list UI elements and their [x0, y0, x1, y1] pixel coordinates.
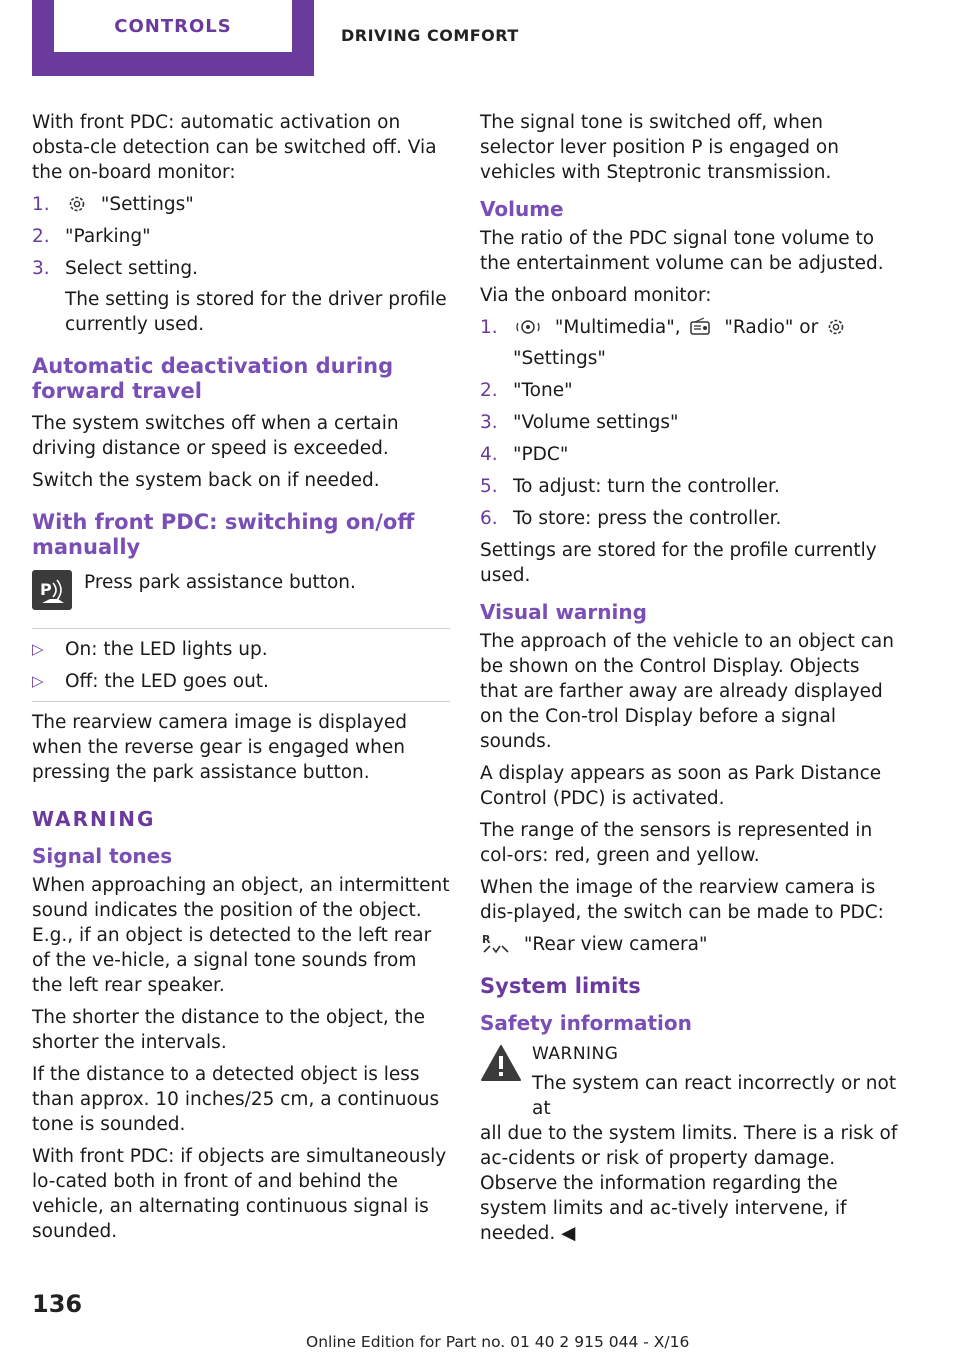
- list-item: [32, 669, 450, 694]
- step-number: 5.: [480, 476, 498, 497]
- settings-steps-list: [32, 192, 450, 337]
- paragraph: Switch the system back on if needed.: [32, 470, 380, 491]
- rear-view-text: "Rear view camera": [523, 934, 708, 955]
- step-text: "Parking": [65, 226, 151, 247]
- warning-heading: WARNING: [32, 807, 156, 831]
- step-number: 3.: [32, 258, 50, 279]
- paragraph: The range of the sensors is represented in col-ors: red, green and yellow.: [480, 820, 873, 866]
- heading-front-pdc-manual: With front PDC: switching on/off manually: [32, 510, 415, 559]
- list-item: [32, 192, 450, 217]
- step-number: 1.: [480, 317, 498, 338]
- warning-text: [480, 1121, 900, 1246]
- volume-steps-list: [480, 315, 900, 531]
- paragraph: When the image of the rearview camera is dis-played, the switch can be made to PDC:: [480, 877, 884, 923]
- step-text: To store: press the controller.: [513, 508, 782, 529]
- warning-triangle-icon: [480, 1044, 522, 1082]
- warning-text-line1: The system can react incorrectly or not at: [532, 1073, 897, 1119]
- heading-visual-warning: Visual warning: [480, 600, 647, 624]
- list-item: [32, 224, 450, 249]
- step-number: 6.: [480, 508, 498, 529]
- step-text: Select setting.: [65, 258, 198, 279]
- step-note: The setting is stored for the driver profile currently used.: [65, 289, 447, 335]
- paragraph: The system switches off when a certain driving distance or speed is exceeded.: [32, 413, 399, 459]
- bullet-text: Off: the LED goes out.: [65, 671, 269, 692]
- heading-volume: Volume: [480, 197, 564, 221]
- step-text-radio: "Radio" or: [724, 317, 819, 338]
- list-item: [480, 410, 900, 435]
- header-tab-controls: [32, 0, 314, 76]
- divider: [32, 701, 450, 702]
- heading-safety-information: Safety information: [480, 1011, 692, 1035]
- list-item: [32, 637, 450, 662]
- heading-signal-tones: Signal tones: [32, 844, 173, 868]
- bullet-text: On: the LED lights up.: [65, 639, 268, 660]
- heading-system-limits: System limits: [480, 974, 641, 998]
- list-item: [480, 506, 900, 531]
- step-text: "Volume settings": [513, 412, 679, 433]
- divider: [32, 628, 450, 629]
- paragraph: The ratio of the PDC signal tone volume to the entertainment volume can be adjusted.: [480, 228, 884, 274]
- step-number: 2.: [32, 226, 50, 247]
- step-text-multimedia: "Multimedia",: [554, 317, 681, 338]
- header-section-label: DRIVING COMFORT: [341, 26, 519, 45]
- warning-title: WARNING: [532, 1044, 619, 1064]
- rear-view-line: [480, 932, 900, 957]
- paragraph: With front PDC: if objects are simultaneously lo-cated both in front of and behind the vehicle, an alternating continuous signal is sounded.: [32, 1146, 447, 1242]
- step-number: 4.: [480, 444, 498, 465]
- svg-text:P: P: [40, 580, 52, 599]
- intro-paragraph: With front PDC: automatic activation on obsta-cle detection can be switched off. Via the on-board monitor:: [32, 112, 437, 183]
- header-tab-label: CONTROLS: [114, 15, 232, 37]
- triangle-bullet-icon: ▷: [32, 672, 44, 690]
- list-item: [480, 442, 900, 467]
- list-item: [480, 315, 900, 371]
- park-assist-button-icon: [32, 570, 72, 610]
- svg-text:R: R: [482, 933, 491, 946]
- step-number: 2.: [480, 380, 498, 401]
- heading-automatic-deactivation: Automatic deactivation during forward travel: [32, 354, 394, 403]
- paragraph: The rearview camera image is displayed when the reverse gear is engaged when pressing the park assistance button.: [32, 712, 408, 783]
- led-bullet-list: [32, 637, 450, 694]
- settings-gear-icon: [826, 317, 846, 337]
- paragraph: A display appears as soon as Park Distance Control (PDC) is activated.: [480, 763, 882, 809]
- paragraph: Via the onboard monitor:: [480, 285, 712, 306]
- warning-text-rest: all due to the system limits. There is a risk of ac-cidents or risk of property damage. Observe the information regarding the system limits and ac-tively intervene, if needed.: [480, 1123, 898, 1244]
- header-tab-inner: [54, 0, 292, 52]
- multimedia-icon: [515, 317, 541, 337]
- radio-icon: [689, 317, 711, 337]
- end-mark-icon: ◀: [561, 1223, 576, 1244]
- footer-edition: Online Edition for Part no. 01 40 2 915 044 - X/16: [306, 1333, 690, 1351]
- step-number: 1.: [32, 194, 50, 215]
- paragraph: When approaching an object, an intermittent sound indicates the position of the object. E.g., if an object is detected to the left rear of the ve-hicle, a signal tone sounds from the left rear speaker.: [32, 875, 450, 996]
- paragraph: The shorter the distance to the object, the shorter the intervals.: [32, 1007, 426, 1053]
- step-text-settings: "Settings": [513, 348, 606, 369]
- step-text: To adjust: turn the controller.: [513, 476, 780, 497]
- rear-camera-icon: [482, 932, 510, 954]
- step-text: "Settings": [100, 194, 194, 215]
- list-item: [32, 256, 450, 337]
- press-button-text: Press park assistance button.: [84, 572, 356, 593]
- paragraph: If the distance to a detected object is less than approx. 10 inches/25 cm, a continuous tone is sounded.: [32, 1064, 440, 1135]
- step-text: "Tone": [513, 380, 573, 401]
- paragraph: The signal tone is switched off, when selector lever position P is engaged on vehicles with Steptronic transmission.: [480, 112, 839, 183]
- warning-block: [480, 1042, 900, 1121]
- step-text: "PDC": [513, 444, 569, 465]
- paragraph: The approach of the vehicle to an object can be shown on the Control Display. Objects that are farther away are already displayed on the Con-trol Display before a signal sounds.: [480, 631, 894, 752]
- right-column: [480, 110, 900, 1253]
- list-item: [480, 474, 900, 499]
- paragraph: Settings are stored for the profile currently used.: [480, 540, 877, 586]
- triangle-bullet-icon: ▷: [32, 640, 44, 658]
- left-column: [32, 110, 450, 1251]
- settings-gear-icon: [67, 194, 87, 214]
- page-number: 136: [32, 1290, 83, 1318]
- step-number: 3.: [480, 412, 498, 433]
- park-assist-instruction: [32, 570, 450, 610]
- list-item: [480, 378, 900, 403]
